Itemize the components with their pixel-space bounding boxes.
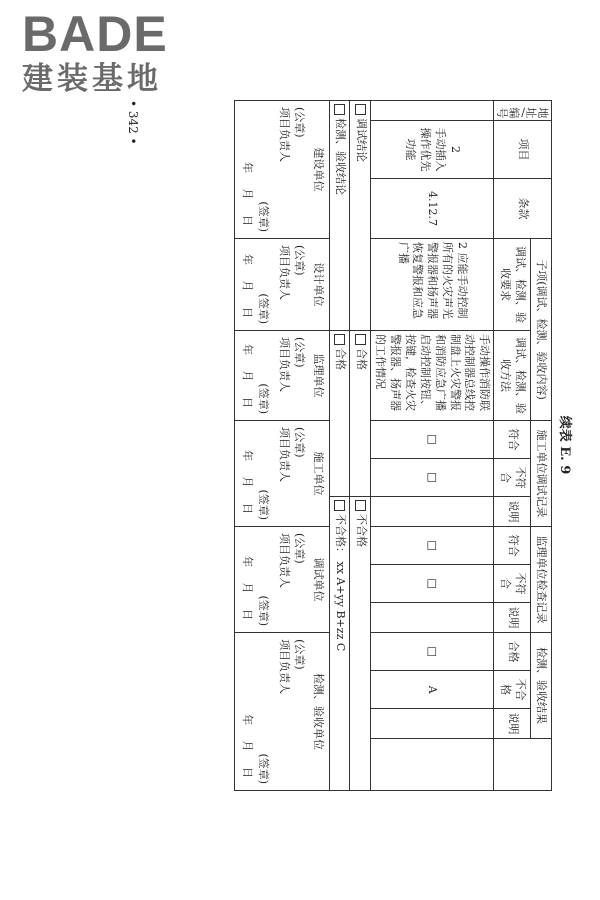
- method-text: 手动操作消防联动控制器总线控制盘上火灾警报和消防应急广播启动控制按钮、按键，检查火灾警报器、扬声器的工作情况: [370, 331, 494, 421]
- item-cell: [370, 121, 494, 179]
- inspection-mark: A: [370, 671, 494, 709]
- signature-block-inspection: [234, 633, 329, 791]
- signature-seal-label: (签章): [257, 201, 271, 232]
- manager-label: 项目负责人: [278, 107, 292, 162]
- item-header: 项目: [494, 121, 552, 179]
- debug-ok-checkbox[interactable]: [355, 334, 366, 345]
- logo-wordmark: BADE: [22, 6, 168, 62]
- header-row-1: [531, 101, 552, 791]
- date-label: 年 月 日: [240, 162, 254, 232]
- check-ok-label: 合格: [334, 348, 348, 370]
- check-ok-checkbox[interactable]: [334, 334, 345, 345]
- signature-seal-label: (签章): [257, 383, 271, 414]
- table-caption: 续表 E. 9: [557, 415, 572, 475]
- signature-seal-label: (签章): [257, 595, 271, 627]
- clause-value: 4.12.7: [370, 179, 494, 239]
- signature-block-build: [234, 101, 329, 239]
- supervision-fail-header: 不符合: [494, 565, 531, 603]
- manager-label: 项目负责人: [278, 427, 292, 482]
- debug-ok-cell: [350, 331, 370, 497]
- signature-row: [234, 101, 329, 791]
- debug-ok-label: 合格: [354, 348, 368, 370]
- construction-header: 施工单位调试记录: [531, 421, 552, 527]
- item-name: 手动插入操作优先功能: [404, 127, 447, 172]
- date-label: 年 月 日: [240, 556, 254, 627]
- supervision-note-cell: [370, 603, 494, 633]
- check-not-ok-label: 不合格： xx A+yy B+zz C: [334, 514, 348, 652]
- id-header: 地址/编号: [496, 105, 549, 119]
- data-row: [370, 101, 494, 791]
- manager-label: 项目负责人: [278, 337, 292, 392]
- unit-title: 建设单位: [312, 147, 325, 192]
- official-seal-label: (公章): [293, 337, 307, 368]
- construction-fail-checkbox[interactable]: □: [370, 459, 494, 497]
- unit-title: 施工单位: [312, 451, 325, 496]
- check-conclusion-cell: [330, 101, 350, 331]
- official-seal-label: (公章): [293, 533, 307, 564]
- check-ok-cell: [330, 331, 350, 497]
- debug-not-ok-label: 不合格: [354, 514, 368, 547]
- requirement-text: 2 应能手动控制所有的火灾声光警报器和扬声器恢复警报和应急广播: [370, 239, 494, 331]
- blank-cell: [494, 739, 552, 791]
- unit-title: 监理单位: [312, 353, 325, 398]
- signature-block-design: [234, 239, 329, 331]
- official-seal-label: (公章): [293, 245, 307, 276]
- date-label: 年 月 日: [240, 344, 254, 414]
- signature-block-supervision: [234, 331, 329, 421]
- check-conclusion-label: 检测、验收结论: [334, 118, 348, 195]
- signature-seal-label: (签章): [257, 753, 271, 785]
- debug-not-ok-checkbox[interactable]: [355, 500, 366, 511]
- construction-note-cell: [370, 497, 494, 527]
- inspection-ok-checkbox[interactable]: □: [370, 633, 494, 671]
- unit-title: 设计单位: [312, 262, 325, 307]
- debug-conclusion-row: [350, 101, 370, 791]
- construction-pass-header: 符合: [494, 421, 531, 459]
- signature-block-debug: [234, 527, 329, 633]
- requirement-header: 调试、检测、验收要求: [494, 239, 531, 331]
- unit-title: 调试单位: [312, 557, 325, 602]
- manager-label: 项目负责人: [278, 245, 292, 300]
- supervision-note-header: 说明: [494, 603, 531, 633]
- inspection-table: [234, 100, 552, 791]
- id-header-cell: [494, 101, 552, 121]
- signature-block-construction: [234, 421, 329, 527]
- manager-label: 项目负责人: [278, 533, 292, 589]
- supervision-pass-header: 符合: [494, 527, 531, 565]
- page-number: • 342 •: [126, 100, 140, 145]
- construction-fail-header: 不符合: [494, 459, 531, 497]
- logo: [22, 8, 168, 98]
- date-label: 年 月 日: [240, 450, 254, 521]
- inspection-note-header: 说明: [494, 709, 531, 739]
- official-seal-label: (公章): [293, 427, 307, 458]
- blank-data-cell: [370, 739, 494, 791]
- rotated-page: [110, 100, 580, 790]
- inspection-note-cell: [370, 709, 494, 739]
- manager-label: 项目负责人: [278, 639, 292, 695]
- official-seal-label: (公章): [293, 107, 307, 138]
- date-label: 年 月 日: [240, 254, 254, 324]
- date-label: 年 月 日: [240, 714, 254, 785]
- sub-item-header: 子项(调试、检测、验收内容): [531, 239, 552, 421]
- debug-conclusion-label: 调试结论: [354, 118, 368, 162]
- supervision-header: 监理单位检查记录: [531, 527, 552, 633]
- inspection-not-ok-header: 不合格: [494, 671, 531, 709]
- inspection-header: 检测、验收结果: [531, 633, 552, 739]
- item-number: 2: [448, 146, 462, 153]
- supervision-fail-checkbox[interactable]: □: [370, 565, 494, 603]
- signature-seal-label: (签章): [257, 293, 271, 324]
- construction-pass-checkbox[interactable]: □: [370, 421, 494, 459]
- inspection-ok-header: 合格: [494, 633, 531, 671]
- official-seal-label: (公章): [293, 639, 307, 670]
- clause-header: 条款: [494, 179, 552, 239]
- unit-title: 检测、验收单位: [312, 673, 325, 751]
- debug-conclusion-cell: [350, 101, 370, 331]
- logo-subtitle: 建装基地: [22, 61, 162, 97]
- check-not-ok-checkbox[interactable]: [334, 500, 345, 511]
- signature-seal-label: (签章): [257, 489, 271, 521]
- id-cell: [370, 101, 494, 121]
- debug-conclusion-checkbox[interactable]: [355, 104, 366, 115]
- check-not-ok-cell: [330, 497, 350, 791]
- debug-not-ok-cell: [350, 497, 370, 791]
- supervision-pass-checkbox[interactable]: □: [370, 527, 494, 565]
- construction-note-header: 说明: [494, 497, 531, 527]
- method-header: 调试、检测、验收方法: [494, 331, 531, 421]
- check-conclusion-row: [330, 101, 350, 791]
- check-conclusion-checkbox[interactable]: [334, 104, 345, 115]
